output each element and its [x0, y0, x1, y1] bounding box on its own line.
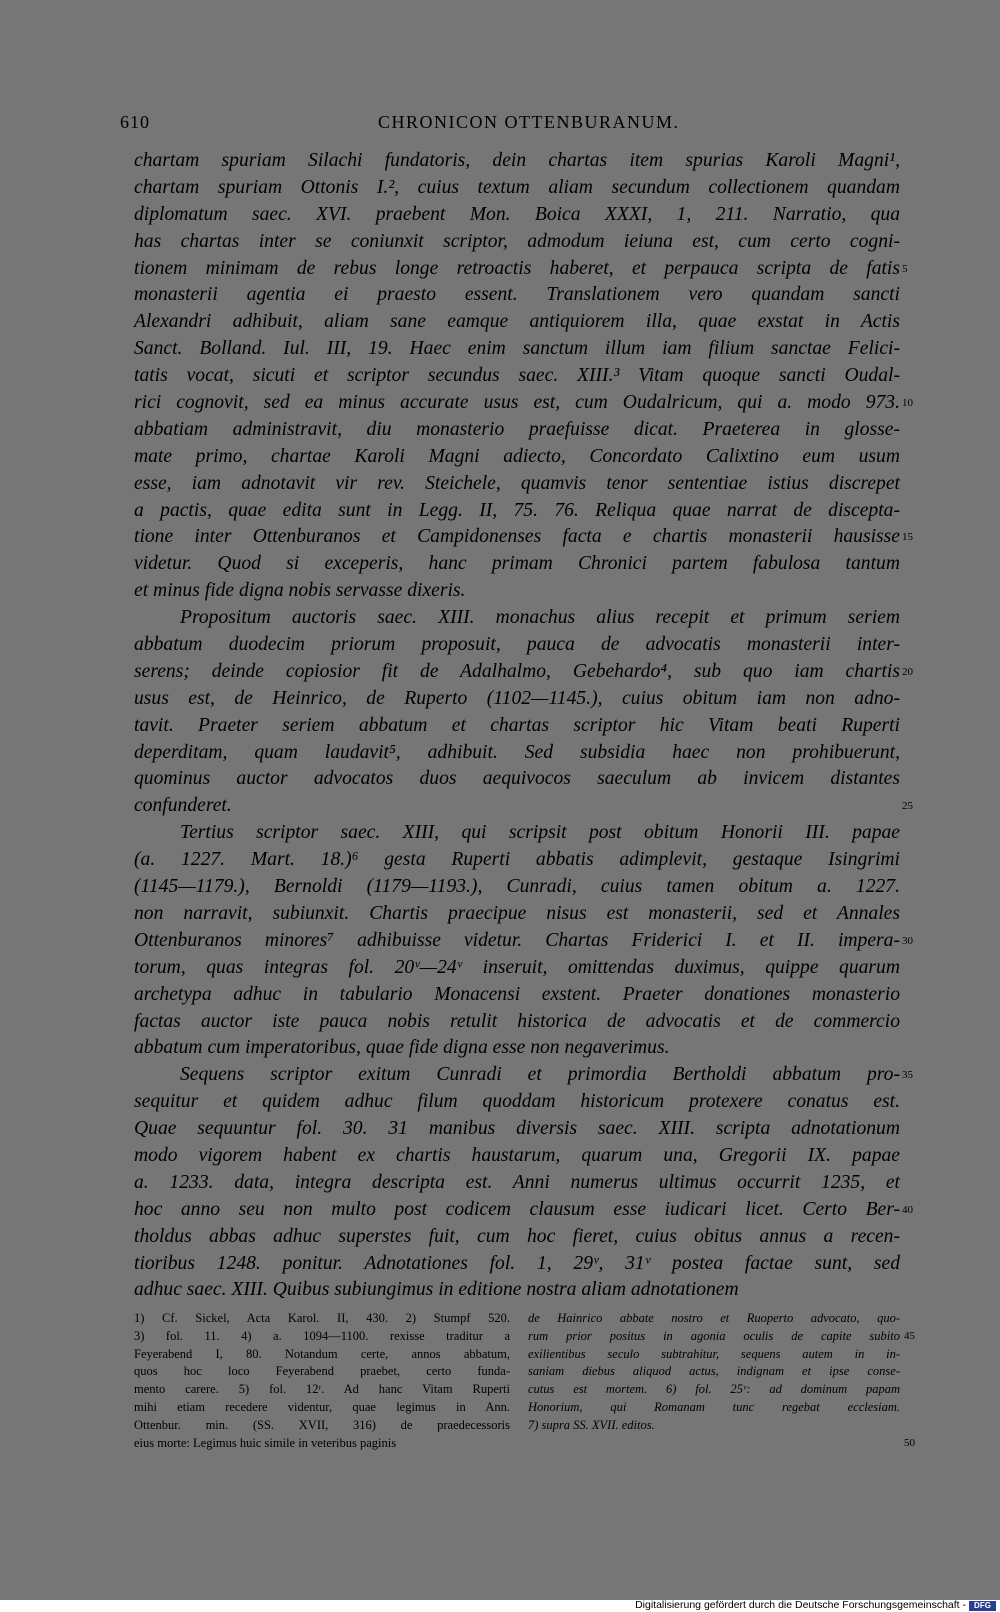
text-line: usus est, de Heinrico, de Ruperto (1102—1145.), cuius obitum iam non adno- — [134, 687, 900, 709]
line-number — [902, 282, 928, 309]
text-line: serens; deinde copiosior fit de Adalhalmo, Gebehardo⁴, sub quo iam chartis — [134, 660, 900, 682]
line-number — [902, 820, 928, 847]
text-line: sequitur et quidem adhuc filum quoddam historicum protexere conatus est. — [134, 1091, 900, 1113]
body-text — [134, 148, 900, 1304]
footnote-line: eius morte: Legimus huic simile in veteribus paginis — [134, 1435, 397, 1450]
page-header — [120, 112, 880, 136]
line-number: 50 — [904, 1436, 915, 1449]
line-number — [902, 982, 928, 1009]
text-line: hoc anno seu non multo post codicem clausum esse iudicari licet. Certo Ber- — [134, 1198, 900, 1220]
line-number — [902, 471, 928, 498]
text-line: abbatum cum imperatoribus, quae fide digna esse non negaverimus. — [134, 1037, 670, 1059]
text-line: (a. 1227. Mart. 18.)⁶ gesta Ruperti abbatis adimplevit, gestaque Isingrimi — [134, 849, 900, 871]
line-number — [902, 766, 928, 793]
line-number — [902, 1251, 928, 1278]
text-line: et minus fide digna nobis servasse dixeris. — [134, 580, 466, 602]
line-number — [904, 1399, 915, 1417]
line-number — [902, 955, 928, 982]
text-line: monasterii agentia ei praesto essent. Translationem vero quandam sancti — [134, 284, 900, 306]
footnote-line-numbers — [904, 1310, 915, 1452]
text-line: a. 1233. data, integra descripta est. Anni numerus ultimus occurrit 1235, et — [134, 1171, 900, 1193]
line-number — [902, 551, 928, 578]
line-number — [902, 1224, 928, 1251]
line-number — [902, 229, 928, 256]
text-line: confunderet. — [134, 795, 232, 817]
text-line: quominus auctor advocatos duos aequivocos saeculum ab invicem distantes — [134, 768, 900, 790]
line-number: 15 — [902, 531, 913, 544]
text-line: Ottenburanos minores⁷ adhibuisse videtur. Chartas Friderici I. et II. impera- — [134, 929, 900, 951]
footnote-line: quos hoc loco Feyerabend praebet, certo funda- — [134, 1364, 510, 1379]
footnote-line: 1) Cf. Sickel, Acta Karol. II, 430. 2) Stumpf 520. — [134, 1311, 510, 1325]
line-number — [904, 1346, 915, 1364]
footnote-line: de Hainrico abbate nostro et Ruoperto advocato, quo- — [528, 1311, 900, 1325]
line-number — [902, 1143, 928, 1170]
line-number — [902, 632, 928, 659]
footnote-line: Honorium, qui Romanam tunc regebat ecclesiam. — [528, 1399, 900, 1414]
line-number — [902, 901, 928, 928]
line-number: 45 — [904, 1329, 915, 1342]
line-number — [902, 1170, 928, 1197]
footnote-line: saniam diebus aliquod actus, indignam et ipse conse- — [528, 1364, 900, 1379]
line-number — [902, 847, 928, 874]
line-number: 10 — [902, 397, 913, 410]
text-line: Sanct. Bolland. Iul. III, 19. Haec enim sanctum illum iam filium sanctae Felici- — [134, 338, 900, 360]
footnote-line: rum prior positus in agonia oculis de capite subito — [528, 1328, 900, 1343]
line-number — [904, 1310, 915, 1328]
text-line: chartam spuriam Silachi fundatoris, dein chartas item spurias Karoli Magni¹, — [134, 150, 900, 171]
line-number: 5 — [902, 262, 908, 275]
text-line: tioribus 1248. ponitur. Adnotationes fol. 1, 29ᵛ, 31ᵛ postea factae sunt, sed — [134, 1252, 900, 1274]
text-line: Sequens scriptor exitum Cunradi et primordia Bertholdi abbatum pro- — [180, 1064, 900, 1086]
line-number — [904, 1417, 915, 1435]
footnote-line: mento carere. 5) fol. 12ʳ. Ad hanc Vitam Ruperti — [134, 1382, 510, 1397]
footnote-line: 3) fol. 11. 4) a. 1094—1100. rexisse traditur a — [134, 1328, 510, 1343]
line-number — [902, 1277, 928, 1304]
line-number: 30 — [902, 934, 913, 947]
digitization-credit: Digitalisierung gefördert durch die Deutsche Forschungsgemeinschaft - — [635, 1599, 966, 1611]
footnote-line: Feyerabend I, 80. Notandum certe, annos abbatum, — [134, 1346, 510, 1361]
line-number — [902, 1009, 928, 1036]
footnote-line: exilientibus seculo subtrahitur, sequens autem in in- — [528, 1346, 900, 1361]
text-line: rici cognovit, sed ea minus accurate usus est, cum Oudalricum, qui a. modo 973. — [134, 392, 900, 414]
line-number — [902, 605, 928, 632]
text-line: Tertius scriptor saec. XIII, qui scripsit post obitum Honorii III. papae — [180, 822, 900, 844]
footnote-line: 7) supra SS. XVII. editos. — [528, 1417, 655, 1432]
text-line: tavit. Praeter seriem abbatum et chartas scriptor hic Vitam beati Ruperti — [134, 714, 900, 736]
text-line: Quae sequuntur fol. 30. 31 manibus diversis saec. XIII. scripta adnotationum — [134, 1118, 900, 1140]
line-number — [902, 740, 928, 767]
line-number — [902, 1116, 928, 1143]
text-line: adhuc saec. XIII. Quibus subiungimus in editione nostra aliam adnotationem — [134, 1279, 739, 1301]
line-number: 35 — [902, 1069, 913, 1082]
text-line: non narravit, subiunxit. Chartis praecipue nisus est monasterii, sed et Annales — [134, 902, 900, 924]
line-number — [902, 336, 928, 363]
text-line: modo vigorem habent ex chartis haustarum, quarum una, Gregorii IX. papae — [134, 1144, 900, 1166]
line-number: 20 — [902, 665, 913, 678]
line-number — [902, 498, 928, 525]
footnotes-left-column — [134, 1310, 510, 1452]
text-line: tionem minimam de rebus longe retroactis haberet, et perpauca scripta de fatis — [134, 257, 900, 279]
footnote-line: cutus est mortem. 6) fol. 25ᵛ: ad dominum papam — [528, 1382, 900, 1397]
text-line: abbatiam administravit, diu monasterio praefuisse dicat. Praeterea in glosse- — [134, 418, 900, 440]
text-line: esse, iam adnotavit vir rev. Steichele, quamvis tenor sententiae istius discrepet — [134, 472, 900, 494]
line-number — [902, 1089, 928, 1116]
line-number — [902, 363, 928, 390]
text-line: Propositum auctoris saec. XIII. monachus alius recepit et primum seriem — [180, 607, 900, 629]
footnote-line: Ottenbur. min. (SS. XVII, 316) de praedecessoris — [134, 1417, 510, 1432]
text-line: torum, quas integras fol. 20ᵛ—24ᵛ inseruit, omittendas duximus, quippe quarum — [134, 956, 900, 978]
footnotes-right-column — [528, 1310, 900, 1435]
line-number — [902, 202, 928, 229]
text-line: has chartas inter se coniunxit scriptor, admodum ieiuna est, cum certo cogni- — [134, 230, 900, 252]
line-number — [902, 175, 928, 202]
line-number — [902, 578, 928, 605]
text-line: (1145—1179.), Bernoldi (1179—1193.), Cunradi, cuius tamen obitum a. 1227. — [134, 876, 900, 898]
text-line: videtur. Quod si exceperis, hanc primam Chronici partem fabulosa tantum — [134, 553, 900, 575]
text-line: factas auctor iste pauca nobis retulit historica de advocatis et de commercio — [134, 1010, 900, 1032]
page-number: 610 — [120, 112, 150, 132]
line-numbers — [902, 148, 928, 1304]
footnote-line: mihi etiam recedere videntur, quae legimus in Ann. — [134, 1399, 510, 1414]
line-number — [902, 444, 928, 471]
footer-bar — [0, 1600, 1000, 1612]
text-line: chartam spuriam Ottonis I.², cuius textum aliam secundum collectionem quandam — [134, 176, 900, 198]
text-line: Alexandri adhibuit, aliam sane eamque antiquiorem illa, quae exstat in Actis — [134, 311, 900, 333]
text-line: tatis vocat, sicuti et scriptor secundus saec. XIII.³ Vitam quoque sancti Oudal- — [134, 365, 900, 387]
text-line: deperditam, quam laudavit⁵, adhibuit. Sed subsidia haec non prohibuerunt, — [134, 741, 900, 763]
line-number — [902, 417, 928, 444]
text-line: abbatum duodecim priorum proposuit, pauca de advocatis monasterii inter- — [134, 634, 900, 656]
line-number — [902, 309, 928, 336]
line-number — [902, 874, 928, 901]
line-number: 40 — [902, 1203, 913, 1216]
text-line: diplomatum saec. XVI. praebent Mon. Boica XXXI, 1, 211. Narratio, qua — [134, 203, 900, 225]
line-number — [904, 1381, 915, 1399]
line-number — [904, 1363, 915, 1381]
text-line: tholdus abbas adhuc superstes fuit, cum hoc fieret, cuius obitus annus a recen- — [134, 1225, 900, 1247]
text-line: mate primo, chartae Karoli Magni adiecto, Concordato Calixtino eum usum — [134, 445, 900, 467]
line-number — [902, 1035, 928, 1062]
line-number — [902, 713, 928, 740]
line-number: 25 — [902, 800, 913, 813]
text-line: archetypa adhuc in tabulario Monacensi exstent. Praeter donationes monasterio — [134, 983, 900, 1005]
line-number — [902, 148, 928, 175]
text-line: a pactis, quae edita sunt in Legg. II, 75. 76. Reliqua quae narrat de discepta- — [134, 499, 900, 521]
line-number — [902, 686, 928, 713]
dfg-logo: DFG — [969, 1601, 996, 1611]
running-title: CHRONICON OTTENBURANUM. — [378, 112, 680, 132]
text-line: tione inter Ottenburanos et Campidonenses facta e chartis monasterii hausisse — [134, 526, 900, 548]
